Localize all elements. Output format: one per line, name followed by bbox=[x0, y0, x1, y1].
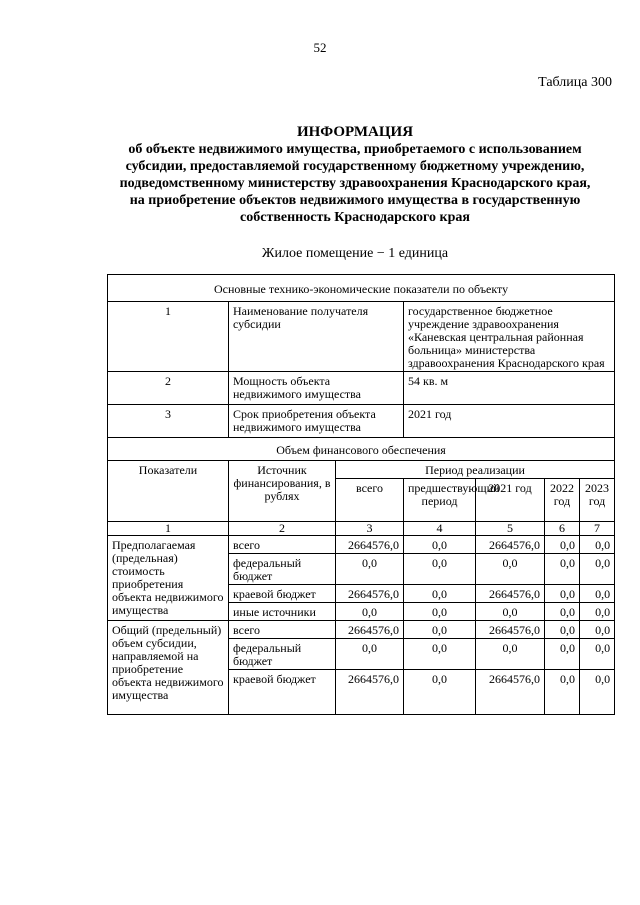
group-label-subsidy-volume: Общий (предельный) объем субсидии, направляемой на приобретение объекта недвижимого имущества bbox=[108, 621, 229, 715]
column-number: 6 bbox=[545, 522, 580, 536]
column-number: 5 bbox=[476, 522, 545, 536]
value-2023: 0,0 bbox=[580, 585, 615, 603]
info-table bbox=[107, 274, 615, 715]
heading-line: собственность Краснодарского края bbox=[240, 210, 470, 225]
value-previous: 0,0 bbox=[404, 670, 476, 715]
source-cell: всего bbox=[229, 536, 336, 554]
value-2023: 0,0 bbox=[580, 670, 615, 715]
header-2023: 2023 год bbox=[580, 479, 615, 522]
heading-line: об объекте недвижимого имущества, приобретаемого с использованием bbox=[128, 142, 582, 157]
row-number: 1 bbox=[108, 302, 229, 372]
row-value: 54 кв. м bbox=[404, 372, 615, 405]
column-number: 3 bbox=[336, 522, 404, 536]
heading-line: подведомственному министерству здравоохранения Краснодарского края, bbox=[119, 176, 591, 191]
group-label-estimated-cost: Предполагаемая (предельная) стоимость приобретения объекта недвижимого имущества bbox=[108, 536, 229, 621]
table-row bbox=[108, 621, 615, 639]
source-cell: краевой бюджет bbox=[229, 670, 336, 715]
value-total: 0,0 bbox=[336, 603, 404, 621]
row-value: 2021 год bbox=[404, 405, 615, 438]
value-2023: 0,0 bbox=[580, 536, 615, 554]
header-2021: 2021 год bbox=[476, 479, 545, 522]
value-total: 2664576,0 bbox=[336, 670, 404, 715]
source-cell: всего bbox=[229, 621, 336, 639]
heading-line: субсидии, предоставляемой государственному бюджетному учреждению, bbox=[125, 159, 585, 174]
value-2022: 0,0 bbox=[545, 670, 580, 715]
value-2021: 0,0 bbox=[476, 603, 545, 621]
table-row bbox=[108, 536, 615, 554]
page-number: 52 bbox=[313, 40, 327, 55]
header-2022: 2022 год bbox=[545, 479, 580, 522]
value-total: 0,0 bbox=[336, 639, 404, 670]
column-number: 1 bbox=[108, 522, 229, 536]
value-previous: 0,0 bbox=[404, 621, 476, 639]
value-2021: 2664576,0 bbox=[476, 670, 545, 715]
section-title-financing: Объем финансового обеспечения bbox=[108, 438, 615, 461]
value-previous: 0,0 bbox=[404, 639, 476, 670]
header-total: всего bbox=[336, 479, 404, 522]
source-cell: иные источники bbox=[229, 603, 336, 621]
value-2021: 2664576,0 bbox=[476, 585, 545, 603]
column-number: 7 bbox=[580, 522, 615, 536]
value-2023: 0,0 bbox=[580, 554, 615, 585]
column-number: 2 bbox=[229, 522, 336, 536]
header-source: Источник финансирования, в рублях bbox=[229, 461, 336, 522]
column-number-row bbox=[108, 522, 615, 536]
table-section-header bbox=[108, 275, 615, 302]
row-label: Срок приобретения объекта недвижимого имущества bbox=[229, 405, 404, 438]
row-number: 2 bbox=[108, 372, 229, 405]
table-row bbox=[108, 405, 615, 438]
row-value: государственное бюджетное учреждение здравоохранения «Каневская центральная районная больница» министерства здравоохранения Краснодарского края bbox=[404, 302, 615, 372]
table-reference: Таблица 300 bbox=[538, 75, 612, 90]
value-previous: 0,0 bbox=[404, 536, 476, 554]
section-title-main-indicators: Основные технико-экономические показатели по объекту bbox=[108, 275, 615, 302]
value-previous: 0,0 bbox=[404, 603, 476, 621]
heading-title: ИНФОРМАЦИЯ bbox=[296, 124, 414, 140]
source-cell: федеральный бюджет bbox=[229, 554, 336, 585]
heading-line: на приобретение объектов недвижимого имущества в государственную bbox=[129, 193, 581, 208]
row-label: Наименование получателя субсидии bbox=[229, 302, 404, 372]
value-2022: 0,0 bbox=[545, 621, 580, 639]
value-previous: 0,0 bbox=[404, 585, 476, 603]
value-2023: 0,0 bbox=[580, 621, 615, 639]
value-total: 2664576,0 bbox=[336, 536, 404, 554]
header-indicators: Показатели bbox=[108, 461, 229, 522]
header-period: Период реализации bbox=[336, 461, 615, 479]
value-2021: 0,0 bbox=[476, 639, 545, 670]
source-cell: краевой бюджет bbox=[229, 585, 336, 603]
table-row bbox=[108, 302, 615, 372]
table-section-header bbox=[108, 438, 615, 461]
value-2023: 0,0 bbox=[580, 639, 615, 670]
value-total: 0,0 bbox=[336, 554, 404, 585]
value-2021: 2664576,0 bbox=[476, 536, 545, 554]
value-2022: 0,0 bbox=[545, 603, 580, 621]
value-2022: 0,0 bbox=[545, 536, 580, 554]
table-header-row bbox=[108, 461, 615, 479]
value-2021: 0,0 bbox=[476, 554, 545, 585]
header-previous-period: предшествующий период bbox=[404, 479, 476, 522]
column-number: 4 bbox=[404, 522, 476, 536]
table-row bbox=[108, 372, 615, 405]
row-label: Мощность объекта недвижимого имущества bbox=[229, 372, 404, 405]
row-number: 3 bbox=[108, 405, 229, 438]
value-total: 2664576,0 bbox=[336, 621, 404, 639]
document-subtitle: Жилое помещение − 1 единица bbox=[261, 246, 449, 261]
document-heading bbox=[70, 124, 640, 226]
value-2022: 0,0 bbox=[545, 639, 580, 670]
value-2021: 2664576,0 bbox=[476, 621, 545, 639]
source-cell: федеральный бюджет bbox=[229, 639, 336, 670]
value-total: 2664576,0 bbox=[336, 585, 404, 603]
value-2022: 0,0 bbox=[545, 554, 580, 585]
value-2023: 0,0 bbox=[580, 603, 615, 621]
value-previous: 0,0 bbox=[404, 554, 476, 585]
value-2022: 0,0 bbox=[545, 585, 580, 603]
